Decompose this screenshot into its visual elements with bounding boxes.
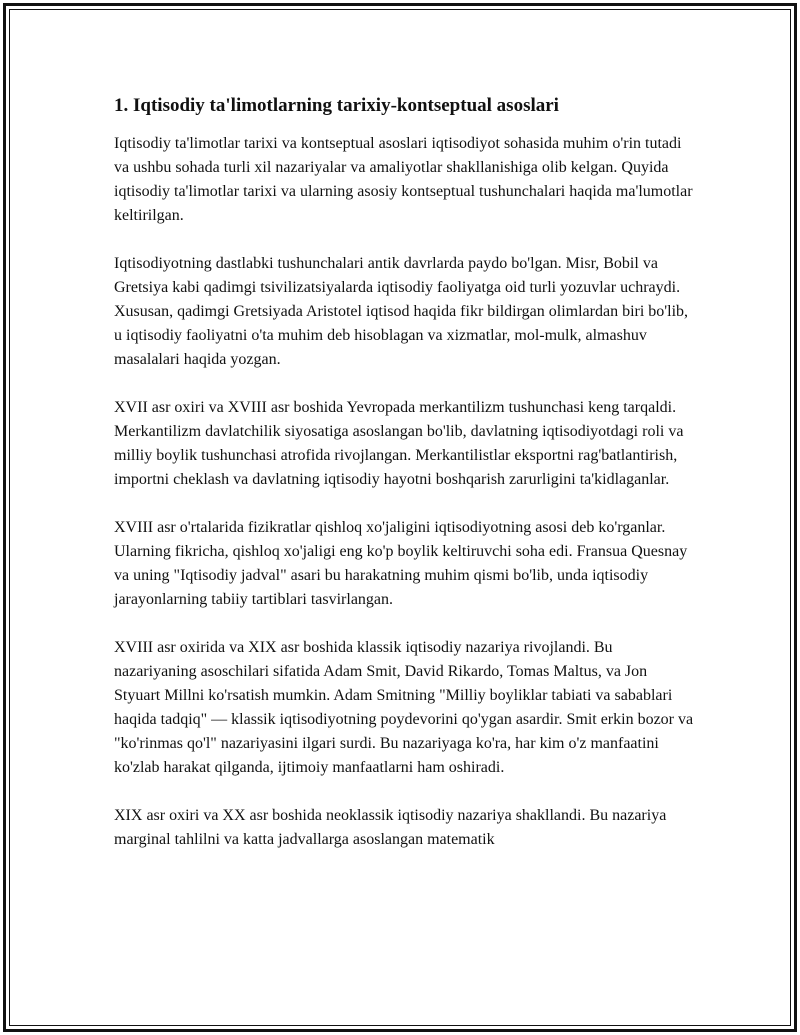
section-heading: 1. Iqtisodiy ta'limotlarning tarixiy-kontseptual asoslari [114, 95, 559, 116]
paragraph-mercantilism: XVII asr oxiri va XVIII asr boshida Yevropada merkantilizm tushunchasi keng tarqaldi. Merkantilizm davlatchilik siyosatiga asoslangan bo'lib, davlatning iqtisodiyotdagi roli va milliy boylik tushunchasi atrofida rivojlangan. Merkantilistlar eksportni rag'batlantirish, importni cheklash va davlatning iqtisodiy hayotni boshqarish zarurligini ta'kidlaganlar. [114, 399, 684, 488]
paragraph-intro: Iqtisodiy ta'limotlar tarixi va kontseptual asoslari iqtisodiyot sohasida muhim o'rin tutadi va ushbu sohada turli xil nazariyalar va amaliyotlar shakllanishiga olib kelgan. Quyida iqtisodiy ta'limotlar tarixi va ularning asosiy kontseptual tushunchalari haqida ma'lumotlar keltirilgan. [114, 135, 693, 224]
paragraph-classical: XVIII asr oxirida va XIX asr boshida klassik iqtisodiy nazariya rivojlandi. Bu nazariyaning asoschilari sifatida Adam Smit, David Rikardo, Tomas Maltus, va Jon Styuart Millni ko'rsatish mumkin. Adam Smitning "Milliy boyliklar tabiati va sabablari haqida tadqiq" — klassik iqtisodiyotning poydevorini qo'ygan asardir. Smit erkin bozor va "ko'rinmas qo'l" nazariyasini ilgari surdi. Bu nazariyaga ko'ra, har kim o'z manfaatini ko'zlab harakat qilganda, ijtimoiy manfaatlarni ham oshiradi. [114, 639, 694, 776]
document-body [114, 92, 694, 876]
paragraph-antiquity: Iqtisodiyotning dastlabki tushunchalari antik davrlarda paydo bo'lgan. Misr, Bobil va Gretsiya kabi qadimgi tsivilizatsiyalarda iqtisodiy faoliyatga oid turli yozuvlar uchraydi. Xususan, qadimgi Gretsiyada Aristotel iqtisod haqida fikr bildirgan olimlardan biri bo'lib, u iqtisodiy faoliyatni o'ta muhim deb hisoblagan va xizmatlar, mol-mulk, almashuv masalalari haqida yozgan. [114, 255, 689, 368]
paragraph-physiocrats: XVIII asr o'rtalarida fizikratlar qishloq xo'jaligini iqtisodiyotning asosi deb ko'rganlar. Ularning fikricha, qishloq xo'jaligi eng ko'p boylik keltiruvchi soha edi. Fransua Quesnay va uning "Iqtisodiy jadval" asari bu harakatning muhim qismi bo'lib, unda iqtisodiy jarayonlarning tabiiy tartiblari tasvirlangan. [114, 519, 688, 608]
paragraph-neoclassical: XIX asr oxiri va XX asr boshida neoklassik iqtisodiy nazariya shakllandi. Bu nazariya marginal tahlilni va katta jadvallarga asoslangan matematik [114, 807, 667, 848]
